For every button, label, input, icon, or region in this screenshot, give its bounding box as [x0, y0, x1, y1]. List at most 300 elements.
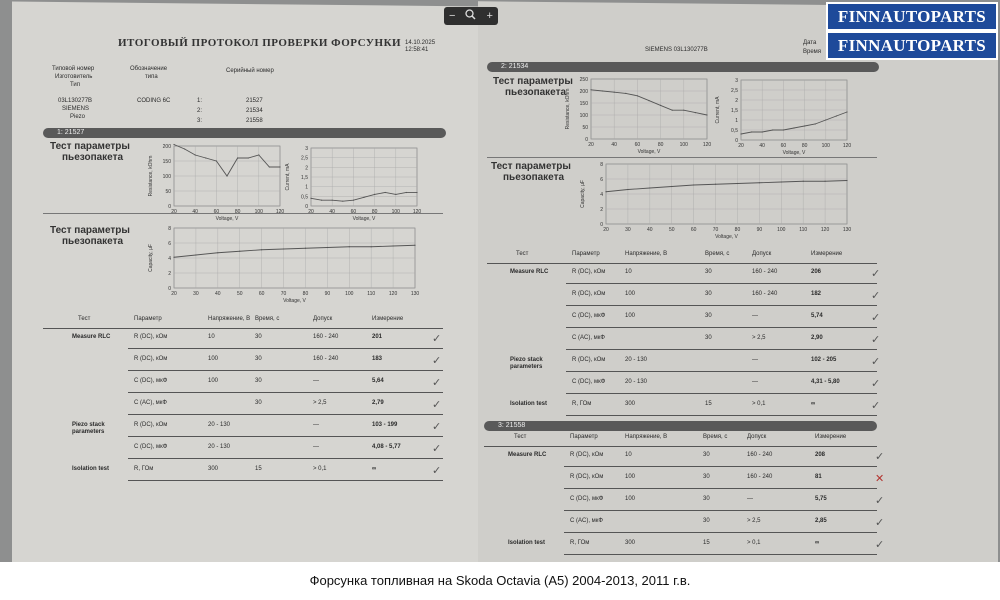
series-line	[741, 112, 847, 134]
x-tick-label: 20	[603, 227, 609, 233]
time-cell: 15	[703, 540, 710, 546]
report-time: 12:58:41	[405, 47, 429, 53]
param-cell: C (AC), мкФ	[572, 335, 605, 341]
x-tick-label: 60	[213, 209, 220, 215]
pass-check-icon: ✓	[875, 517, 885, 529]
fail-mark-icon: ✕	[875, 473, 885, 485]
group-label: Isolation test	[510, 401, 548, 407]
measurement-cell: 5,64	[372, 378, 384, 384]
y-tick-label: 0	[168, 286, 171, 292]
data-point	[173, 144, 174, 145]
voltage-cell: 20 - 130	[625, 357, 648, 363]
chart-resistance-1	[146, 142, 286, 224]
group-label: parameters	[72, 429, 105, 435]
y-tick-label: 200	[162, 144, 171, 150]
x-tick-label: 60	[780, 143, 787, 149]
x-tick-label: 50	[668, 227, 675, 233]
row-divider	[43, 328, 443, 329]
param-cell: R (DC), кОм	[572, 357, 606, 363]
x-tick-label: 50	[236, 291, 243, 297]
data-point	[195, 254, 196, 255]
data-point	[332, 200, 333, 201]
row-divider	[128, 480, 443, 481]
voltage-cell: 100	[625, 496, 636, 502]
pass-check-icon: ✓	[432, 377, 442, 389]
y-tick-label: 1,5	[731, 108, 738, 114]
col-header: Напряжение, В	[625, 251, 668, 257]
voltage-cell: 100	[208, 378, 219, 384]
header-designation-2: типа	[145, 74, 158, 80]
x-axis-label: Voltage, V	[715, 234, 738, 240]
time-cell: 30	[703, 496, 710, 502]
measurement-cell: 2,90	[811, 335, 823, 341]
row-divider	[128, 436, 443, 437]
data-point	[793, 127, 794, 128]
x-tick-label: 80	[371, 209, 378, 215]
y-tick-label: 0,5	[301, 194, 308, 201]
col-header: Допуск	[752, 251, 772, 257]
data-point	[825, 119, 826, 120]
voltage-cell: 100	[208, 356, 219, 362]
data-point	[836, 115, 837, 116]
x-tick-label: 40	[759, 143, 765, 149]
x-tick-label: 120	[702, 142, 712, 148]
data-point	[205, 157, 206, 158]
data-point	[406, 192, 407, 193]
y-tick-label: 6	[600, 177, 603, 183]
param-cell: R (DC), кОм	[134, 422, 168, 428]
r-piezo-title-2a: Тест параметры	[491, 161, 571, 172]
measurement-cell: 182	[811, 291, 822, 297]
measurement-cell: 5,75	[815, 496, 827, 502]
measurement-cell: ∞	[372, 466, 377, 472]
report-date: 14.10.2025	[405, 40, 436, 46]
group-label: parameters	[510, 364, 543, 370]
row-divider	[564, 510, 877, 511]
param-cell: C (DC), мкФ	[134, 378, 168, 384]
data-point	[693, 184, 694, 185]
param-cell: C (DC), мкФ	[134, 444, 168, 450]
chart-resistance-2	[563, 75, 713, 157]
x-tick-label: 70	[280, 291, 287, 297]
data-point	[173, 257, 174, 258]
pass-check-icon: ✓	[871, 378, 881, 390]
measurement-cell: 102 - 205	[811, 357, 837, 363]
measurement-cell: 201	[372, 334, 383, 340]
row-divider	[566, 327, 877, 328]
data-point	[392, 245, 393, 246]
right-time-label: Время	[803, 49, 822, 55]
tolerance-cell: 160 - 240	[752, 291, 778, 297]
param-cell: R (DC), кОм	[572, 269, 606, 275]
x-tick-label: 100	[679, 142, 688, 148]
y-tick-label: 2	[735, 98, 738, 104]
data-point	[706, 114, 707, 115]
x-axis-label: Voltage, V	[637, 149, 661, 155]
data-point	[258, 154, 259, 155]
measurement-cell: 2,85	[815, 518, 827, 524]
tolerance-cell: > 0,1	[313, 466, 327, 472]
data-point	[824, 181, 825, 182]
time-cell: 30	[703, 452, 710, 458]
header-type: Тип	[70, 82, 81, 88]
type-value: Piezo	[70, 114, 86, 120]
data-point	[239, 251, 240, 252]
x-tick-label: 40	[329, 209, 335, 215]
voltage-cell: 10	[625, 269, 632, 275]
data-point	[672, 110, 673, 111]
row-divider	[566, 415, 877, 416]
chart-current-1	[283, 144, 423, 224]
x-axis-label: Voltage, V	[283, 298, 306, 304]
zoom-icon[interactable]	[465, 9, 476, 23]
data-point	[327, 247, 328, 248]
data-point	[762, 131, 763, 132]
y-tick-label: 0,5	[731, 128, 738, 134]
col-header: Время, с	[703, 434, 728, 440]
x-tick-label: 70	[712, 227, 719, 233]
data-point	[416, 192, 417, 193]
data-point	[269, 166, 270, 167]
row-divider	[564, 466, 877, 467]
y-tick-label: 4	[168, 256, 171, 262]
col-header: Напряжение, В	[625, 434, 668, 440]
x-tick-label: 130	[842, 227, 852, 233]
voltage-cell: 100	[625, 474, 636, 480]
row-divider	[128, 414, 443, 415]
group-label: Piezo stack	[72, 422, 105, 428]
col-header: Допуск	[313, 316, 333, 322]
y-tick-label: 0	[168, 204, 171, 210]
voltage-cell: 300	[625, 540, 636, 546]
series-line	[591, 90, 707, 115]
x-tick-label: 80	[302, 291, 309, 297]
measurement-cell: 103 - 199	[372, 422, 398, 428]
x-tick-label: 120	[820, 227, 830, 233]
tolerance-cell: 160 - 240	[313, 356, 339, 362]
x-tick-label: 130	[410, 291, 420, 297]
time-cell: 30	[703, 474, 710, 480]
col-header: Измерение	[372, 316, 404, 322]
x-tick-label: 20	[308, 209, 314, 215]
data-point	[649, 187, 650, 188]
row-divider	[484, 446, 877, 447]
tolerance-cell: —	[752, 357, 758, 363]
param-cell: R (DC), кОм	[570, 474, 604, 480]
tolerance-cell: > 0,1	[752, 401, 766, 407]
time-cell: 30	[705, 269, 712, 275]
data-point	[815, 123, 816, 124]
header-maker: Изготовитель	[55, 74, 93, 80]
data-point	[342, 201, 343, 202]
pass-check-icon: ✓	[871, 400, 881, 412]
y-tick-label: 250	[579, 77, 588, 83]
y-tick-label: 150	[162, 159, 171, 165]
data-point	[627, 189, 628, 190]
x-tick-label: 100	[254, 209, 263, 215]
time-cell: 15	[705, 401, 712, 407]
data-point	[349, 246, 350, 247]
data-point	[671, 186, 672, 187]
data-point	[783, 129, 784, 130]
x-tick-label: 20	[171, 291, 177, 297]
y-tick-label: 6	[168, 241, 171, 247]
serial-v2: 21534	[246, 108, 263, 114]
tolerance-cell: 160 - 240	[747, 474, 773, 480]
x-tick-label: 40	[611, 142, 617, 148]
y-tick-label: 8	[600, 162, 603, 168]
x-tick-label: 110	[367, 291, 376, 297]
data-point	[216, 160, 217, 161]
row-divider	[564, 532, 877, 533]
param-cell: R (DC), кОм	[570, 452, 604, 458]
tolerance-cell: 160 - 240	[752, 269, 778, 275]
y-tick-label: 2,5	[731, 88, 738, 94]
time-cell: 30	[705, 313, 712, 319]
group-label: Measure RLC	[510, 269, 549, 275]
param-cell: R (DC), кОм	[134, 334, 168, 340]
watermark-logo-2: FINNAUTOPARTS	[826, 31, 998, 60]
serial-v1: 21527	[246, 98, 263, 104]
data-point	[310, 198, 311, 199]
maker: SIEMENS	[62, 106, 90, 112]
x-tick-label: 110	[799, 227, 808, 233]
measurement-cell: 208	[815, 452, 826, 458]
y-tick-label: 4	[600, 192, 603, 198]
group-label: Piezo stack	[510, 357, 543, 363]
y-tick-label: 2,5	[301, 155, 308, 162]
measurement-cell: 183	[372, 356, 383, 362]
pass-check-icon: ✓	[875, 539, 885, 551]
r-piezo-title-2b: пьезопакета	[503, 172, 565, 183]
y-tick-label: 2	[600, 207, 603, 213]
piezo-title-1a: Тест параметры	[50, 141, 130, 152]
series-line	[174, 245, 415, 257]
param-cell: R (DC), кОм	[572, 291, 606, 297]
data-point	[751, 131, 752, 132]
y-tick-label: 1,5	[301, 175, 308, 181]
y-axis-label: Capacity, µF	[580, 180, 586, 208]
data-point	[846, 180, 847, 181]
y-tick-label: 0	[305, 204, 308, 210]
x-tick-label: 60	[350, 209, 357, 215]
data-point	[737, 183, 738, 184]
tolerance-cell: —	[313, 444, 319, 450]
tolerance-cell: 160 - 240	[313, 334, 339, 340]
param-cell: R (DC), кОм	[134, 356, 168, 362]
row-divider	[566, 349, 877, 350]
x-tick-label: 90	[756, 227, 763, 233]
x-tick-label: 90	[324, 291, 331, 297]
param-cell: R, ГОм	[570, 540, 590, 546]
voltage-cell: 20 - 130	[208, 422, 231, 428]
voltage-cell: 10	[208, 334, 215, 340]
voltage-cell: 100	[625, 313, 636, 319]
tolerance-cell: —	[313, 422, 319, 428]
type-number: 03L130277B	[58, 98, 93, 104]
x-tick-label: 100	[391, 209, 400, 215]
data-point	[605, 191, 606, 192]
y-tick-label: 8	[168, 226, 171, 232]
watermark-logo-1: FINNAUTOPARTS	[826, 2, 998, 31]
x-tick-label: 40	[647, 227, 653, 233]
zoom-toolbar	[444, 7, 498, 25]
series-line	[606, 181, 847, 192]
time-cell: 15	[255, 466, 262, 472]
pass-check-icon: ✓	[432, 333, 442, 345]
series-line	[174, 145, 280, 177]
data-point	[226, 175, 227, 176]
tolerance-cell: —	[747, 496, 753, 502]
measurement-cell: 4,08 - 5,77	[372, 444, 401, 450]
x-tick-label: 40	[192, 209, 198, 215]
measurement-cell: 2,79	[372, 400, 384, 406]
data-point	[614, 92, 615, 93]
serial-n1: 1:	[197, 98, 203, 104]
y-tick-label: 1	[735, 118, 738, 124]
data-point	[602, 90, 603, 91]
y-axis-label: Resistance, kOhm	[148, 155, 154, 197]
col-header: Измерение	[811, 251, 843, 257]
group-label: Isolation test	[508, 540, 546, 546]
piezo-title-2b: пьезопакета	[62, 236, 124, 247]
param-cell: C (AC), мкФ	[134, 400, 167, 406]
col-header: Допуск	[747, 434, 767, 440]
x-tick-label: 100	[821, 143, 830, 149]
row-divider	[128, 348, 443, 349]
x-tick-label: 30	[625, 227, 631, 233]
row-divider	[128, 392, 443, 393]
row-divider	[566, 283, 877, 284]
x-tick-label: 120	[842, 143, 852, 149]
data-point	[804, 125, 805, 126]
time-cell: 30	[255, 356, 262, 362]
x-tick-label: 60	[634, 142, 641, 148]
param-cell: C (DC), мкФ	[572, 313, 606, 319]
header-serial: Серийный номер	[226, 68, 274, 74]
time-cell: 30	[255, 400, 262, 406]
param-cell: R, ГОм	[572, 401, 592, 407]
data-point	[237, 157, 238, 158]
data-point	[184, 148, 185, 149]
data-point	[283, 248, 284, 249]
row-divider	[564, 488, 877, 489]
zoom-in-button[interactable]: +	[486, 10, 493, 22]
data-point	[385, 192, 386, 193]
y-tick-label: 50	[582, 125, 588, 131]
row-divider	[128, 458, 443, 459]
chart-capacity-2	[578, 160, 853, 242]
x-tick-label: 20	[738, 143, 744, 149]
col-header: Параметр	[572, 251, 600, 257]
measurement-cell: ∞	[811, 401, 816, 407]
y-tick-label: 0	[735, 138, 738, 144]
col-header: Тест	[78, 316, 91, 322]
data-point	[803, 181, 804, 182]
section-injector-3: 3: 21558	[484, 421, 877, 431]
header-type-number: Типовой номер	[52, 66, 95, 72]
col-header: Тест	[514, 434, 527, 440]
data-point	[637, 95, 638, 96]
measurement-cell: 5,74	[811, 313, 823, 319]
image-caption: Форсунка топливная на Skoda Octavia (A5) 2004-2013, 2011 г.в.	[0, 562, 1000, 600]
data-point	[740, 133, 741, 134]
measurement-cell: 4,31 - 5,80	[811, 379, 840, 385]
x-tick-label: 80	[734, 227, 741, 233]
data-point	[363, 197, 364, 198]
x-tick-label: 80	[234, 209, 241, 215]
y-tick-label: 0	[600, 222, 603, 228]
data-point	[395, 194, 396, 195]
measurement-cell: ∞	[815, 540, 820, 546]
x-tick-label: 100	[777, 227, 786, 233]
data-point	[772, 129, 773, 130]
time-cell: 30	[255, 378, 262, 384]
tolerance-cell: > 2,5	[313, 400, 327, 406]
data-point	[648, 100, 649, 101]
tolerance-cell: —	[313, 378, 319, 384]
data-point	[353, 200, 354, 201]
x-tick-label: 80	[657, 142, 664, 148]
r-piezo-title-1a: Тест параметры	[493, 76, 573, 87]
row-divider	[566, 305, 877, 306]
pass-check-icon: ✓	[432, 465, 442, 477]
param-cell: C (DC), мкФ	[570, 496, 604, 502]
x-axis-label: Voltage, V	[352, 216, 376, 222]
data-point	[781, 181, 782, 182]
group-label: Measure RLC	[508, 452, 547, 458]
y-tick-label: 150	[579, 101, 588, 107]
data-point	[695, 112, 696, 113]
y-tick-label: 50	[165, 189, 171, 195]
x-tick-label: 30	[193, 291, 199, 297]
pass-check-icon: ✓	[871, 312, 881, 324]
serial-n2: 2:	[197, 108, 203, 114]
data-point	[374, 194, 375, 195]
data-point	[660, 105, 661, 106]
time-cell: 30	[255, 334, 262, 340]
x-tick-label: 100	[345, 291, 354, 297]
pass-check-icon: ✓	[871, 334, 881, 346]
pass-check-icon: ✓	[432, 399, 442, 411]
time-cell: 30	[705, 291, 712, 297]
y-tick-label: 2	[305, 165, 308, 172]
col-header: Параметр	[134, 316, 162, 322]
header-designation: Обозначение	[130, 66, 168, 72]
pass-check-icon: ✓	[432, 355, 442, 367]
group-label: Measure RLC	[72, 334, 111, 340]
voltage-cell: 300	[208, 466, 219, 472]
x-tick-label: 60	[258, 291, 265, 297]
right-date-label: Дата	[803, 40, 817, 46]
zoom-out-button[interactable]: −	[449, 10, 456, 22]
piezo-title-1b: пьезопакета	[62, 152, 124, 163]
plot-frame	[591, 79, 707, 139]
data-point	[248, 157, 249, 158]
pass-check-icon: ✓	[871, 268, 881, 280]
param-cell: C (AC), мкФ	[570, 518, 603, 524]
row-divider	[487, 263, 877, 264]
y-tick-label: 100	[579, 113, 588, 119]
pass-check-icon: ✓	[432, 443, 442, 455]
x-tick-label: 120	[275, 209, 285, 215]
param-cell: C (DC), мкФ	[572, 379, 606, 385]
x-tick-label: 80	[801, 143, 808, 149]
y-tick-label: 200	[579, 89, 588, 95]
x-tick-label: 20	[588, 142, 594, 148]
tolerance-cell: —	[752, 313, 758, 319]
right-maker-line: SIEMENS 03L130277B	[645, 47, 708, 53]
